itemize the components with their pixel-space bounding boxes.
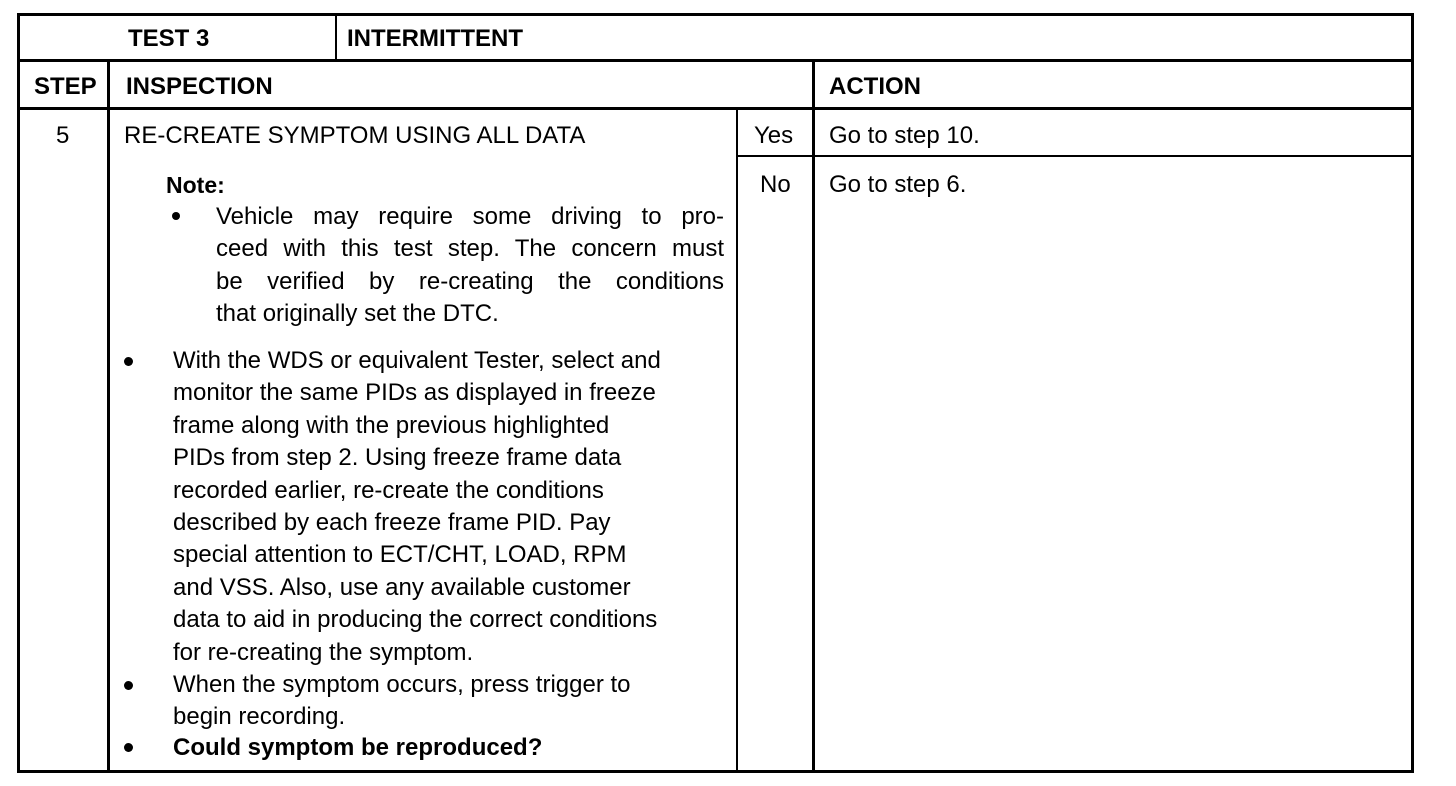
bullet-text: [173, 669, 725, 734]
bullet-line: With the WDS or equivalent Tester, select and: [173, 347, 661, 374]
bullet-icon: [124, 743, 133, 752]
column-header-action: ACTION: [829, 73, 921, 100]
answer-yes-label: Yes: [754, 122, 794, 149]
divider-step-column: [107, 59, 110, 773]
divider-yes-row: [736, 155, 1414, 157]
note-text: [216, 201, 724, 331]
bullet-line: Could symptom be reproduced?: [173, 734, 543, 761]
divider-test-title: [335, 13, 337, 61]
bullet-line: When the symptom occurs, press trigger to: [173, 671, 631, 698]
answer-yes-action: Go to step 10.: [829, 122, 980, 149]
divider-action-column: [812, 59, 815, 773]
note-line: Vehicle may require some driving to pro-: [216, 203, 724, 230]
bullet-line: monitor the same PIDs as displayed in freeze: [173, 379, 656, 407]
bullet-line: frame along with the previous highlighted: [173, 411, 610, 439]
note-title: Note:: [166, 172, 225, 198]
test-label: TEST 3: [128, 25, 210, 52]
bullet-line: for re-creating the symptom.: [173, 638, 474, 666]
test-title: INTERMITTENT: [347, 25, 523, 52]
divider-column-headers: [17, 107, 1414, 110]
column-header-step: STEP: [34, 73, 97, 100]
column-header-inspection: INSPECTION: [126, 73, 273, 100]
note-bullet-icon: [172, 212, 180, 220]
answer-no-action: Go to step 6.: [829, 171, 967, 198]
step-number: 5: [56, 122, 70, 149]
bullet-line: described by each freeze frame PID. Pay: [173, 509, 611, 537]
inspection-title: RE-CREATE SYMPTOM USING ALL DATA: [124, 122, 586, 149]
bullet-text: [173, 345, 725, 669]
answer-no-label: No: [760, 171, 791, 198]
bullet-line: and VSS. Also, use any available customer: [173, 573, 631, 601]
bullet-line: data to aid in producing the correct conditions: [173, 606, 658, 634]
bullet-icon: [124, 681, 133, 690]
divider-answer-column: [736, 107, 738, 773]
note-line: be verified by re-creating the conditions: [216, 267, 724, 295]
bullet-icon: [124, 357, 133, 366]
note-line: that originally set the DTC.: [216, 300, 499, 328]
bullet-question: [173, 732, 725, 764]
bullet-line: special attention to ECT/CHT, LOAD, RPM: [173, 541, 627, 569]
divider-header: [17, 59, 1414, 62]
bullet-line: recorded earlier, re-create the conditions: [173, 476, 604, 504]
bullet-line: begin recording.: [173, 703, 346, 731]
note-line: ceed with this test step. The concern must: [216, 235, 724, 263]
bullet-line: PIDs from step 2. Using freeze frame data: [173, 444, 622, 472]
